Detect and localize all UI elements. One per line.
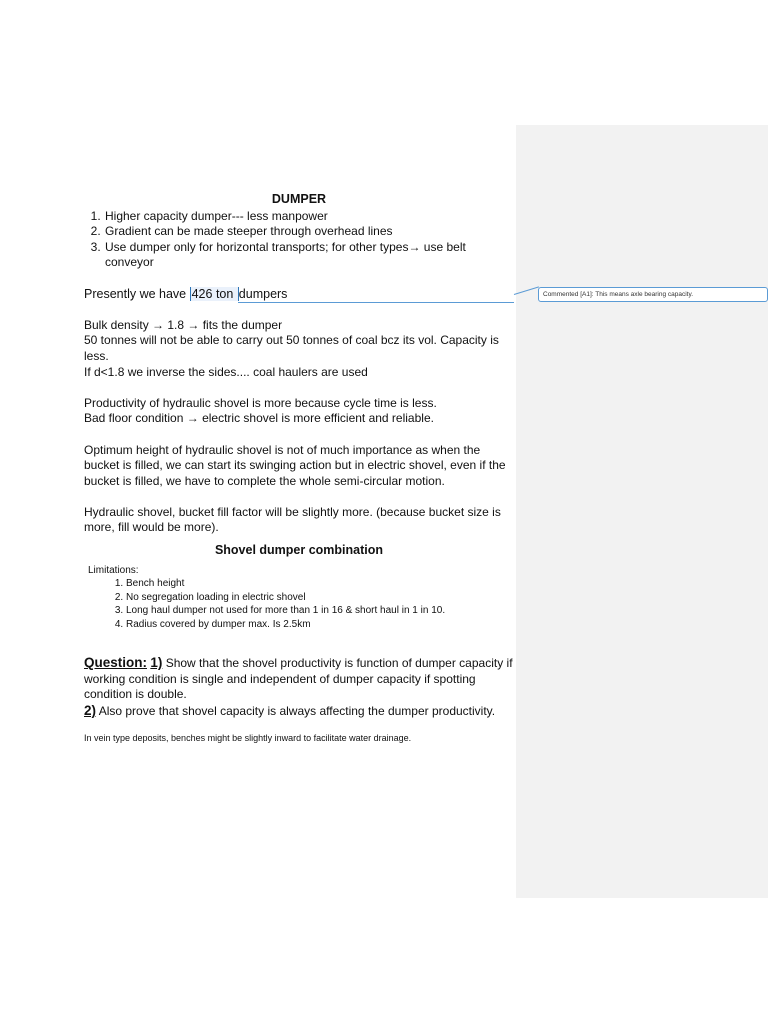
commented-highlight[interactable]: 426 ton	[191, 286, 237, 301]
question-number: 1)	[150, 655, 163, 671]
document-body	[84, 192, 514, 744]
question-label: Question:	[84, 655, 147, 671]
optimum-paragraph: Optimum height of hydraulic shovel is not of much importance as when the bucket is filled, we can start its swinging action but in electric shovel, even if the bucket is filled, we have to complete the whole semi-circular motion.	[84, 442, 506, 488]
limitations-block	[84, 564, 514, 632]
list-item: 1. Higher capacity dumper--- less manpower	[104, 209, 514, 225]
list-item: 2. Gradient can be made steeper through overhead lines	[104, 224, 514, 240]
comment-margin-pane	[516, 125, 768, 898]
list-item: 4. Radius covered by dumper max. Is 2.5km	[126, 618, 514, 632]
question-number: 2)	[84, 702, 97, 718]
list-item: 2. No segregation loading in electric shovel	[126, 591, 514, 605]
page-title: DUMPER	[271, 192, 327, 206]
limitations-list	[88, 577, 514, 631]
hydraulic-paragraph: Hydraulic shovel, bucket fill factor will be slightly more. (because bucket size is more, fill would be more).	[84, 504, 501, 535]
question-1	[84, 655, 514, 703]
list-item: 1. Bench height	[126, 577, 514, 591]
question-2	[84, 703, 514, 720]
question-text: Also prove that shovel capacity is always affecting the dumper productivity.	[96, 703, 496, 718]
bulk-line: 50 tonnes will not be able to carry out 50 tonnes of coal bcz its vol. Capacity is less.	[84, 333, 499, 363]
section-title: Shovel dumper combination	[214, 543, 384, 558]
productivity-line: Productivity of hydraulic shovel is more because cycle time is less.	[84, 395, 437, 410]
bulk-line: If d<1.8 we inverse the sides.... coal haulers are used	[84, 364, 368, 379]
dumper-points	[84, 209, 514, 271]
vein-note: In vein type deposits, benches might be slightly inward to facilitate water drainage.	[84, 732, 412, 743]
list-item: 3. Long haul dumper not used for more than 1 in 16 & short haul in 1 in 10.	[126, 604, 514, 618]
limitations-label: Limitations:	[88, 564, 139, 576]
bulk-line: Bulk density → 1.8 → fits the dumper	[84, 317, 283, 332]
question-text: Show that the shovel productivity is function of dumper capacity if working condition is single and independent of dumper capacity if spotting condition is double.	[84, 656, 513, 702]
comment-balloon[interactable]: Commented [A1]: This means axle bearing capacity.	[538, 287, 768, 302]
presently-paragraph	[84, 287, 514, 303]
presently-text-end: dumpers	[238, 286, 288, 301]
list-item: 3. Use dumper only for horizontal transports; for other types→ use belt conveyor	[104, 240, 514, 271]
productivity-line: Bad floor condition → electric shovel is more efficient and reliable.	[84, 411, 434, 426]
presently-text: Presently we have	[84, 286, 190, 301]
